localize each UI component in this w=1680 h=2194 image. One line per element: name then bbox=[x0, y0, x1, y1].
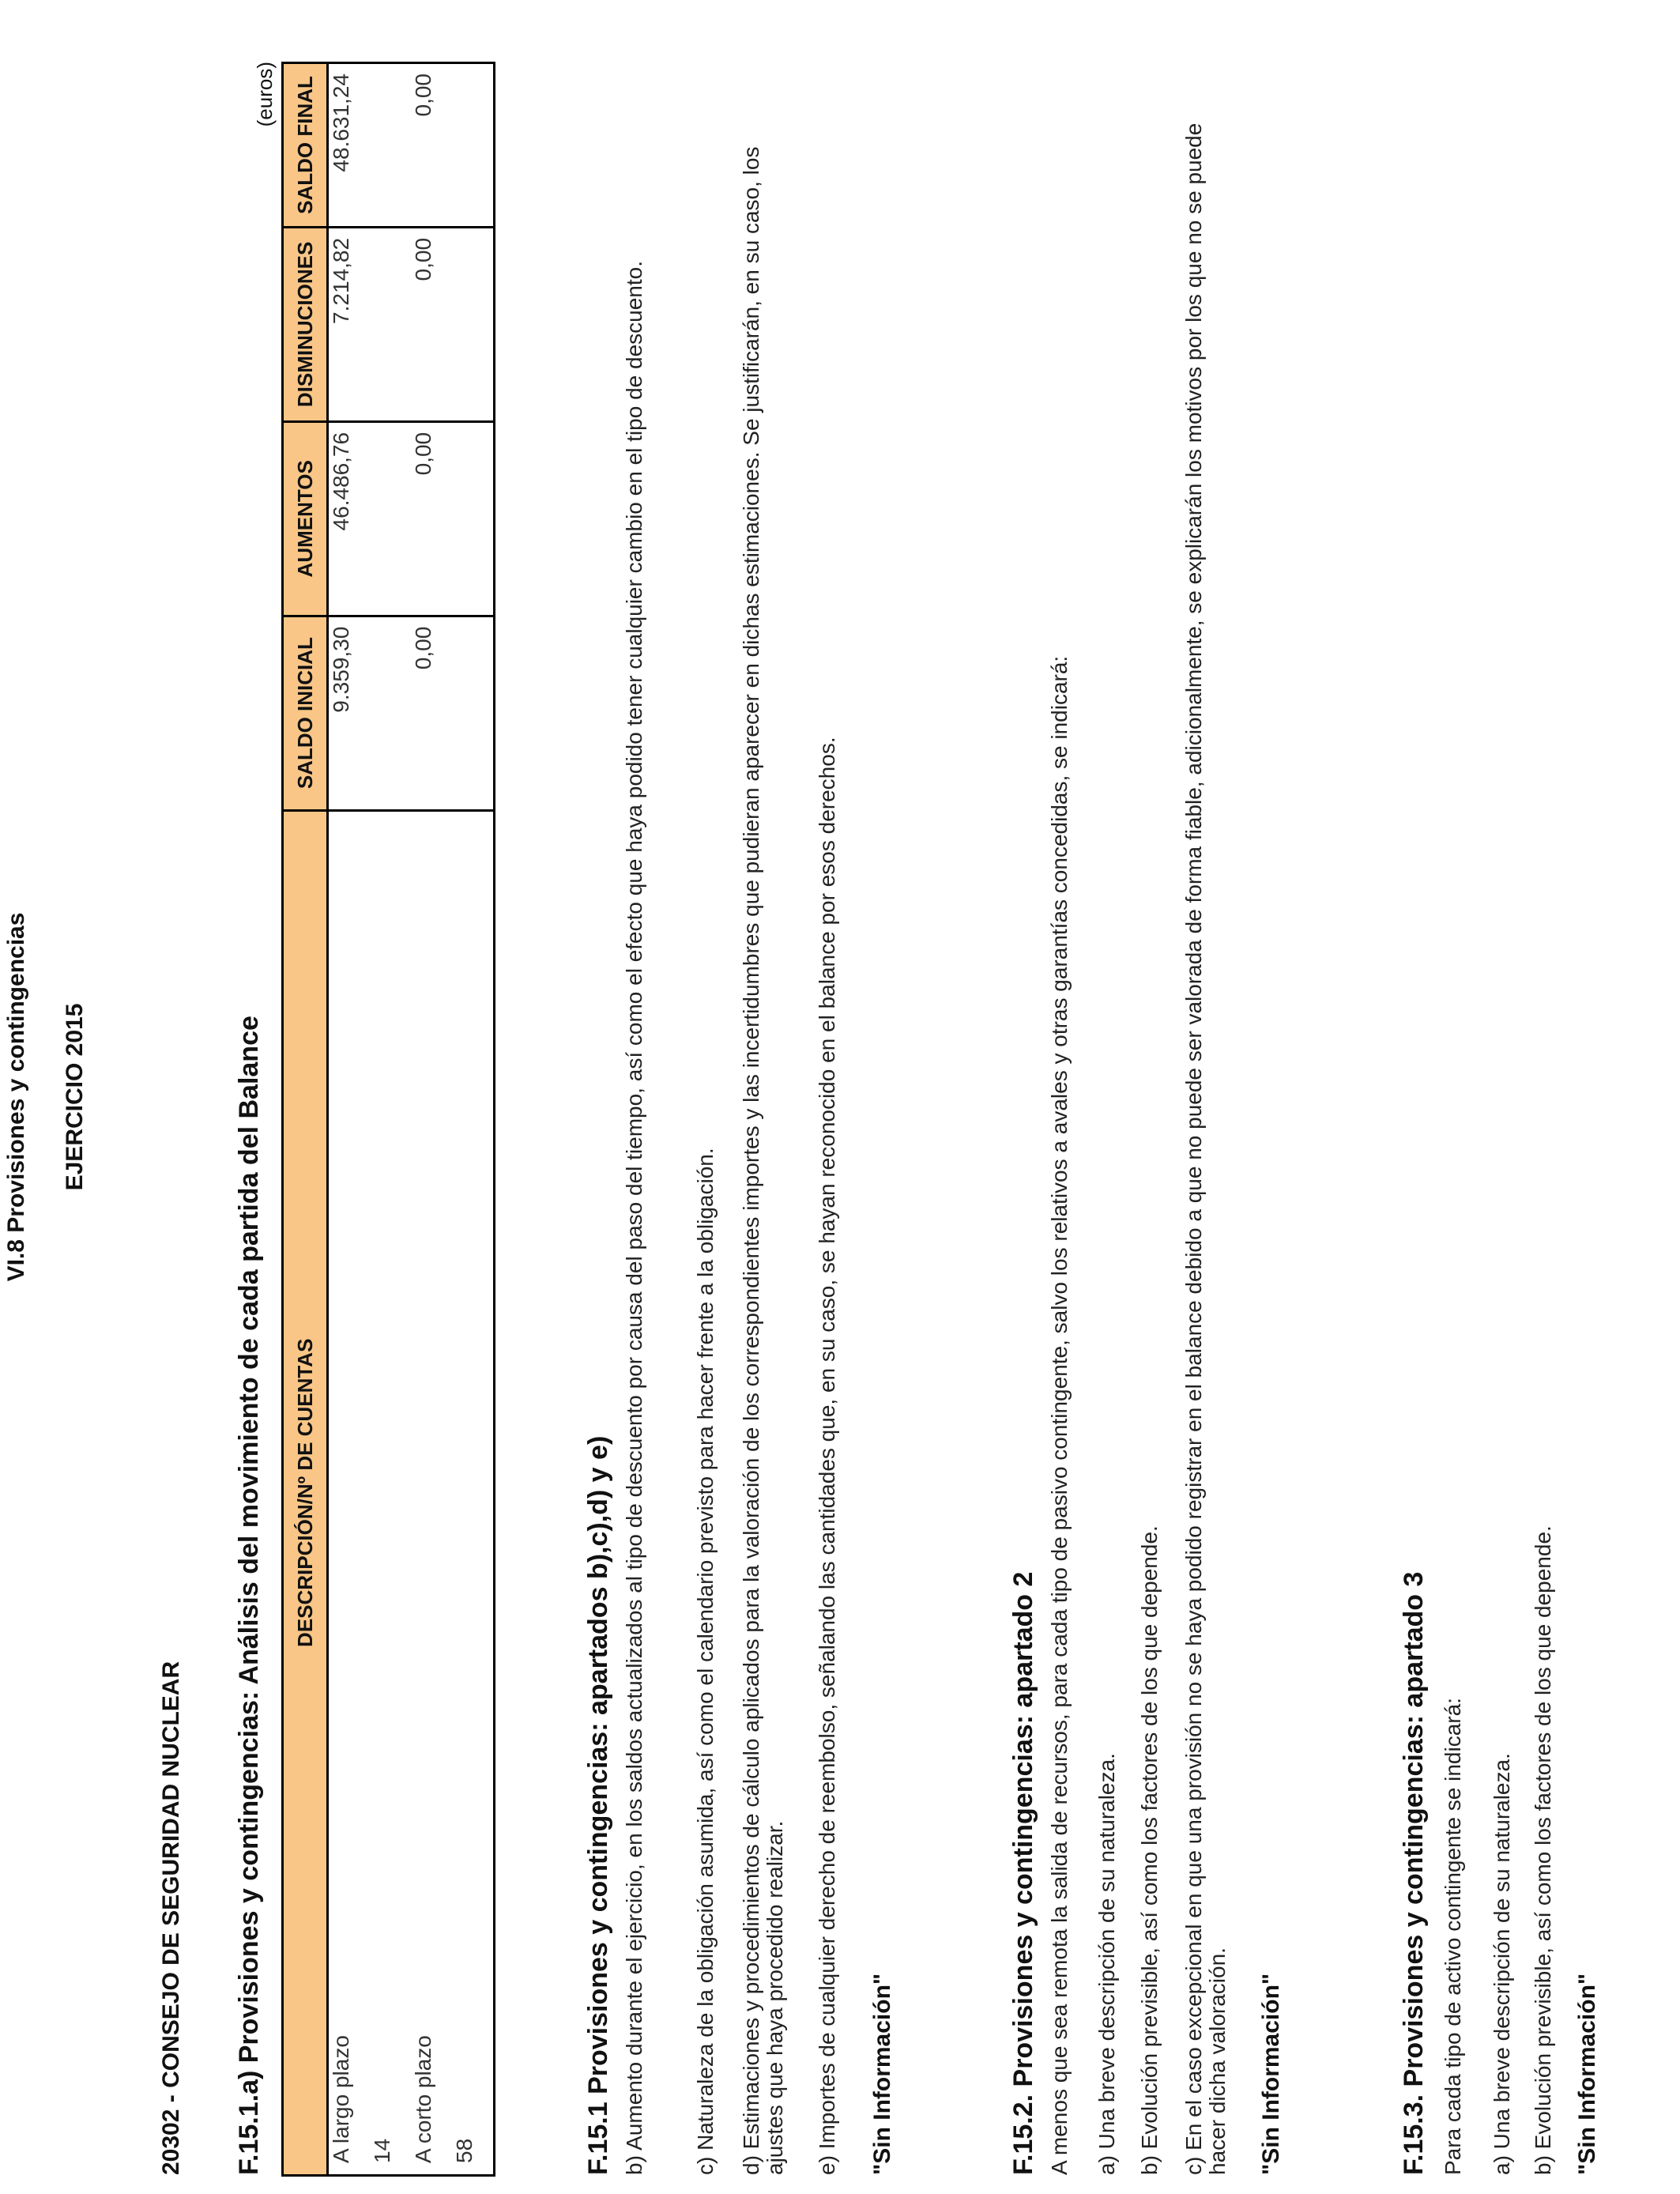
saldo-final-cell: 48.631,24 bbox=[328, 63, 371, 228]
table-row bbox=[370, 63, 411, 2176]
aumentos-cell: 46.486,76 bbox=[328, 421, 371, 616]
col-header-saldo-inicial: SALDO INICIAL bbox=[283, 616, 328, 810]
provisions-table bbox=[281, 62, 495, 2177]
page-title: VI.8 Provisiones y contingencias bbox=[3, 912, 29, 1282]
section3-no-info: "Sin Información" bbox=[1574, 1973, 1600, 2175]
section1-item-c: c) Naturaleza de la obligación asumida, así como el calendario previsto para hacer frente a la obligación. bbox=[693, 1148, 718, 2175]
section3-item-b: b) Evolución previsible, así como los factores de los que depende. bbox=[1531, 1525, 1555, 2175]
disminuciones-cell: 7.214,82 bbox=[328, 227, 371, 421]
section1-item-e: e) Importes de cualquier derecho de reembolso, señalando las cantidades que, en su caso, se hayan reconocido en el balance por esos derechos. bbox=[815, 737, 839, 2175]
table-row bbox=[328, 63, 371, 2176]
exercise-label: EJERCICIO 2015 bbox=[62, 1003, 88, 1191]
section2-item-a: a) Una breve descripción de su naturaleza. bbox=[1094, 1753, 1119, 2175]
table-section-title: F.15.1.a) Provisiones y contingencias: Análisis del movimiento de cada partida del Balance bbox=[234, 1016, 264, 2175]
section2-item-b: b) Evolución previsible, así como los factores de los que depende. bbox=[1137, 1525, 1162, 2175]
disminuciones-cell: 0,00 bbox=[411, 227, 452, 421]
table-row bbox=[411, 63, 452, 2176]
row-description: A largo plazo bbox=[328, 810, 371, 2175]
col-header-disminuciones: DISMINUCIONES bbox=[283, 227, 328, 421]
section3-item-a: a) Una breve descripción de su naturaleza. bbox=[1490, 1753, 1514, 2175]
section2-item-c: c) En el caso excepcional en que una provisión no se haya podido registrar en el balance debido a que no puede ser valorada de forma fiable, adicionalmente, se explicarán los motivos por los que no se puede hacer dicha valoración. bbox=[1181, 123, 1230, 2175]
aumentos-cell: 0,00 bbox=[411, 421, 452, 616]
units-label: (euros) bbox=[253, 62, 277, 127]
section2-title: F.15.2. Provisiones y contingencias: apartado 2 bbox=[1008, 1571, 1038, 2175]
section1-item-d: d) Estimaciones y procedimientos de cálculo aplicados para la valoración de los correspondientes importes y las incertidumbres que pudieran aparecer en dichas estimaciones. Se justificarán, en su caso, los ajustes que haya procedido realizar. bbox=[739, 146, 787, 2175]
section1-no-info: "Sin Información" bbox=[869, 1973, 895, 2175]
section3-title: F.15.3. Provisiones y contingencias: apartado 3 bbox=[1399, 1571, 1429, 2175]
saldo-final-cell: 0,00 bbox=[411, 63, 452, 228]
organization-name: 20302 - CONSEJO DE SEGURIDAD NUCLEAR bbox=[158, 1661, 184, 2175]
col-header-description: DESCRIPCIÓN/Nº DE CUENTAS bbox=[283, 810, 328, 2175]
section2-no-info: "Sin Información" bbox=[1258, 1973, 1284, 2175]
col-header-saldo-final: SALDO FINAL bbox=[283, 63, 328, 228]
section3-intro: Para cada tipo de activo contingente se indicará: bbox=[1441, 1698, 1465, 2175]
table-row bbox=[452, 63, 495, 2176]
saldo-inicial-cell: 0,00 bbox=[411, 616, 452, 810]
section2-intro: A menos que sea remota la salida de recursos, para cada tipo de pasivo contingente, salvo los relativos a avales y otras garantías concedidas, se indicará: bbox=[1047, 655, 1072, 2175]
col-header-aumentos: AUMENTOS bbox=[283, 421, 328, 616]
saldo-inicial-cell: 9.359,30 bbox=[328, 616, 371, 810]
section1-title: F.15.1 Provisiones y contingencias: apartados b),c),d) y e) bbox=[583, 1435, 613, 2175]
row-description: A corto plazo bbox=[411, 810, 452, 2175]
row-account: 14 bbox=[370, 810, 411, 2175]
row-account: 58 bbox=[452, 810, 495, 2175]
section1-item-b: b) Aumento durante el ejercicio, en los saldos actualizados al tipo de descuento por causa del paso del tiempo, así como el efecto que haya podido tener cualquier cambio en el tipo de descuento. bbox=[622, 261, 646, 2175]
